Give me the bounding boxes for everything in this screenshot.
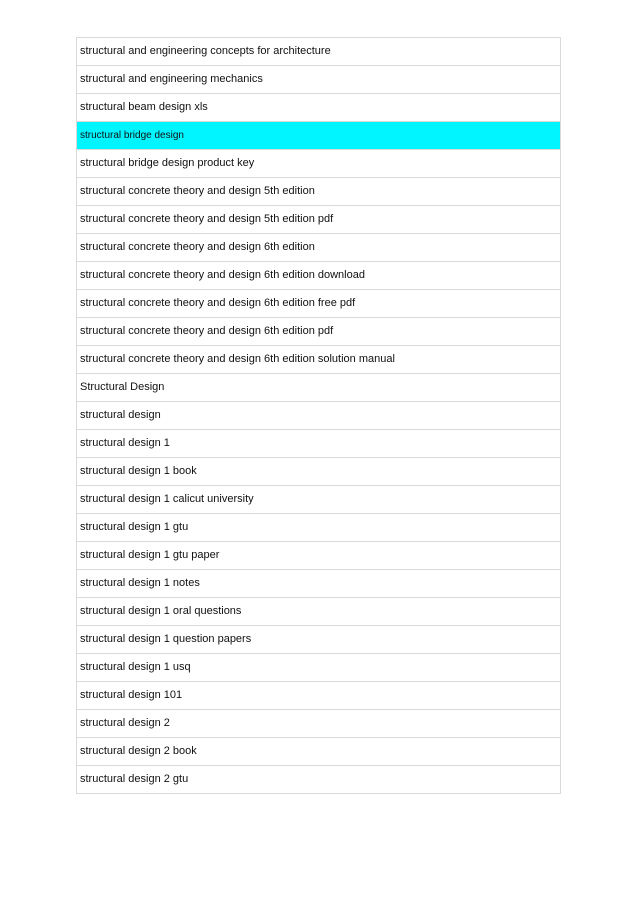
table-cell: structural concrete theory and design 6th edition pdf [77,318,561,346]
table-row [77,66,561,94]
table-cell: structural design 2 [77,710,561,738]
keyword-table [76,37,561,794]
table-cell: structural design 2 book [77,738,561,766]
keyword-table-body [77,38,561,794]
table-cell: structural design 101 [77,682,561,710]
table-cell: structural concrete theory and design 6th edition download [77,262,561,290]
table-row [77,206,561,234]
table-cell: structural beam design xls [77,94,561,122]
table-cell: structural and engineering mechanics [77,66,561,94]
table-cell: structural design 2 gtu [77,766,561,794]
table-row [77,598,561,626]
table-row [77,682,561,710]
table-row [77,654,561,682]
table-cell: structural design 1 calicut university [77,486,561,514]
table-row [77,346,561,374]
table-row [77,738,561,766]
table-cell: structural concrete theory and design 6th edition solution manual [77,346,561,374]
table-cell: Structural Design [77,374,561,402]
table-cell: structural design 1 question papers [77,626,561,654]
table-cell: structural and engineering concepts for architecture [77,38,561,66]
table-row [77,150,561,178]
table-row [77,514,561,542]
table-row [77,626,561,654]
table-cell: structural design 1 [77,430,561,458]
table-row [77,430,561,458]
table-cell: structural design 1 notes [77,570,561,598]
table-row [77,402,561,430]
table-cell: structural design [77,402,561,430]
table-cell: structural concrete theory and design 6th edition free pdf [77,290,561,318]
table-row [77,710,561,738]
table-cell: structural concrete theory and design 6th edition [77,234,561,262]
table-row [77,458,561,486]
table-cell: structural design 1 gtu paper [77,542,561,570]
table-row [77,94,561,122]
table-row [77,38,561,66]
table-cell: structural concrete theory and design 5th edition pdf [77,206,561,234]
table-row [77,766,561,794]
table-row [77,262,561,290]
table-row [77,374,561,402]
table-cell: structural bridge design product key [77,150,561,178]
table-cell: structural design 1 gtu [77,514,561,542]
table-cell-highlighted: structural bridge design [77,122,561,150]
table-row [77,234,561,262]
table-row-highlighted [77,122,561,150]
table-cell: structural concrete theory and design 5th edition [77,178,561,206]
table-row [77,290,561,318]
table-row [77,486,561,514]
table-row [77,570,561,598]
table-cell: structural design 1 book [77,458,561,486]
table-row [77,318,561,346]
table-cell: structural design 1 oral questions [77,598,561,626]
table-row [77,178,561,206]
table-row [77,542,561,570]
table-cell: structural design 1 usq [77,654,561,682]
